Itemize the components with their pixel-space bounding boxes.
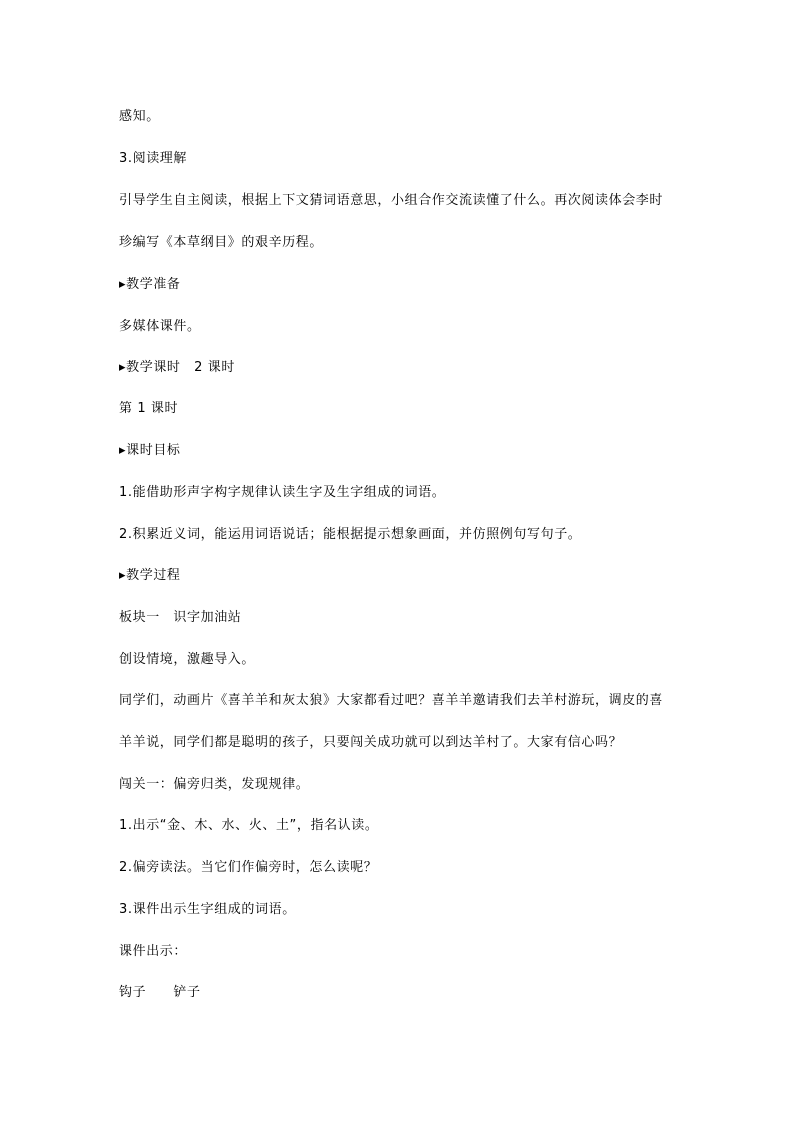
list-item: 1.出示“金、木、水、火、土”，指名认读。: [119, 818, 379, 833]
paragraph-line: 课件出示：: [119, 944, 188, 959]
heading-lesson-goals: ▸课时目标: [119, 443, 181, 458]
paragraph-line: 闯关一：偏旁归类，发现规律。: [119, 777, 310, 792]
heading-teaching-prep: ▸教学准备: [119, 277, 181, 292]
list-item: 2.偏旁读法。当它们作偏旁时，怎么读呢？: [119, 860, 378, 875]
goal-item: 2.积累近义词，能运用词语说话；能根据提示想象画面，并仿照例句写句子。: [119, 527, 582, 542]
heading-class-hours: ▸教学课时 2 课时: [119, 360, 235, 375]
lesson-number: 第 1 课时: [119, 401, 179, 416]
paragraph-line: 引导学生自主阅读，根据上下文猜词语意思，小组合作交流读懂了什么。再次阅读体会李时: [119, 193, 664, 208]
section-heading-reading: 3.阅读理解: [119, 151, 188, 166]
word-examples: 钩子 铲子: [119, 985, 201, 1000]
list-item: 3.课件出示生字组成的词语。: [119, 902, 296, 917]
paragraph-line: 羊羊说，同学们都是聪明的孩子，只要闯关成功就可以到达羊村了。大家有信心吗？: [119, 735, 623, 750]
paragraph-line: 珍编写《本草纲目》的艰辛历程。: [119, 235, 324, 250]
paragraph-line: 同学们，动画片《喜羊羊和灰太狼》大家都看过吧？喜羊羊邀请我们去羊村游玩，调皮的喜: [119, 693, 664, 708]
paragraph-line: 多媒体课件。: [119, 319, 201, 334]
text-line-continuation: 感知。: [119, 109, 160, 124]
block-title: 板块一 识字加油站: [119, 610, 242, 625]
goal-item: 1.能借助形声字构字规律认读生字及生字组成的词语。: [119, 485, 446, 500]
paragraph-line: 创设情境，激趣导入。: [119, 652, 256, 667]
heading-teaching-process: ▸教学过程: [119, 568, 181, 583]
